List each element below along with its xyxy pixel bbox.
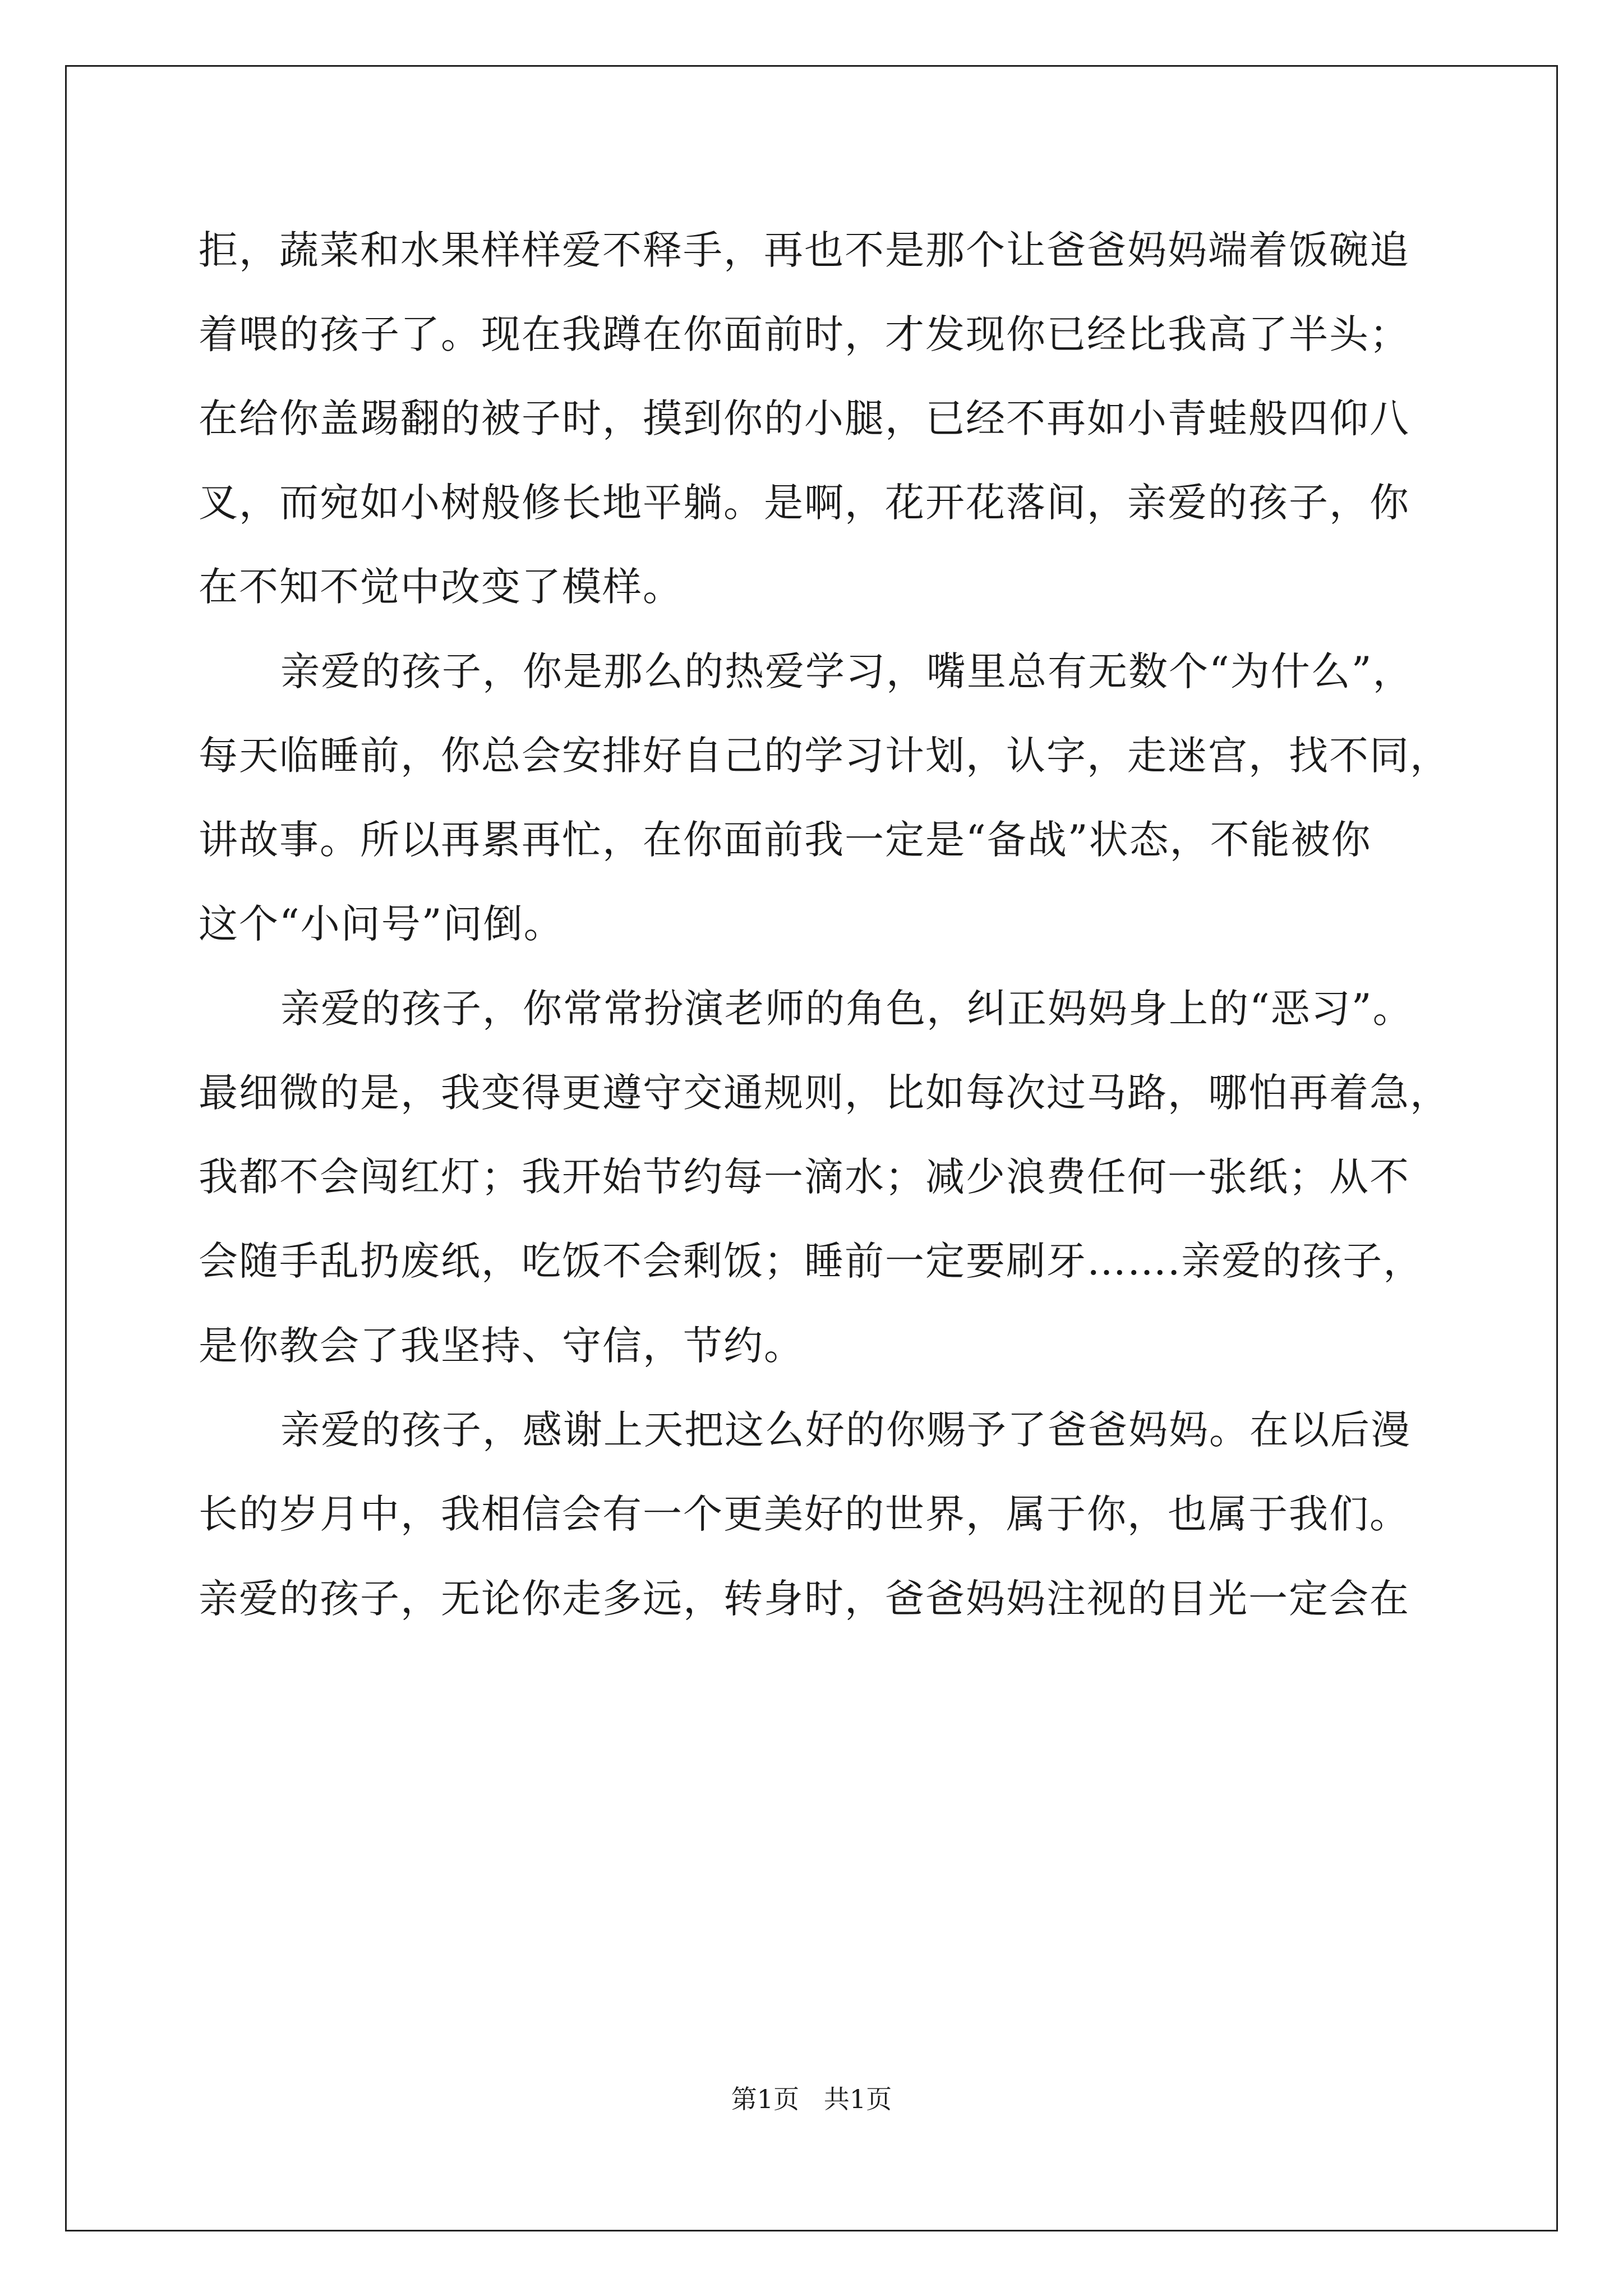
text-line: 这个“小问号”问倒。 [199, 901, 564, 947]
text-line: 我都不会闯红灯；我开始节约每一滴水；减少浪费任何一张纸；从不 [199, 1154, 1410, 1200]
text-line: 长的岁月中，我相信会有一个更美好的世界，属于你，也属于我们。 [199, 1491, 1410, 1537]
text-line: 最细微的是，我变得更遵守交通规则，比如每次过马路，哪怕再着急， [199, 1070, 1450, 1116]
page-footer: 第1页 共1页 [731, 2084, 892, 2114]
text-line: 亲爱的孩子，无论你走多远，转身时，爸爸妈妈注视的目光一定会在 [199, 1576, 1410, 1622]
text-line: 在给你盖踢翻的被子时，摸到你的小腿，已经不再如小青蛙般四仰八 [199, 395, 1410, 441]
text-line: 在不知不觉中改变了模样。 [199, 564, 683, 610]
text-line: 会随手乱扔废纸，吃饭不会剩饭；睡前一定要刷牙…….亲爱的孩子， [199, 1238, 1424, 1284]
text-line: 讲故事。所以再累再忙，在你面前我一定是“备战”状态，不能被你 [199, 817, 1372, 863]
page-border [65, 65, 1558, 2231]
text-line: 叉，而宛如小树般修长地平躺。是啊，花开花落间，亲爱的孩子，你 [199, 480, 1410, 526]
paragraph-first-line: 亲爱的孩子，感谢上天把这么好的你赐予了爸爸妈妈。在以后漫 [280, 1407, 1411, 1453]
text-line: 是你教会了我坚持、守信，节约。 [199, 1323, 804, 1369]
paragraph-first-line: 亲爱的孩子，你常常扮演老师的角色，纠正妈妈身上的“恶习”。 [280, 986, 1413, 1032]
paragraph-first-line: 亲爱的孩子，你是那么的热爱学习，嘴里总有无数个“为什么”， [280, 648, 1413, 694]
text-line: 每天临睡前，你总会安排好自己的学习计划，认字，走迷宫，找不同， [199, 733, 1450, 779]
text-line: 着喂的孩子了。现在我蹲在你面前时，才发现你已经比我高了半头； [199, 311, 1410, 357]
text-line: 拒，蔬菜和水果样样爱不释手，再也不是那个让爸爸妈妈端着饭碗追 [199, 227, 1410, 273]
